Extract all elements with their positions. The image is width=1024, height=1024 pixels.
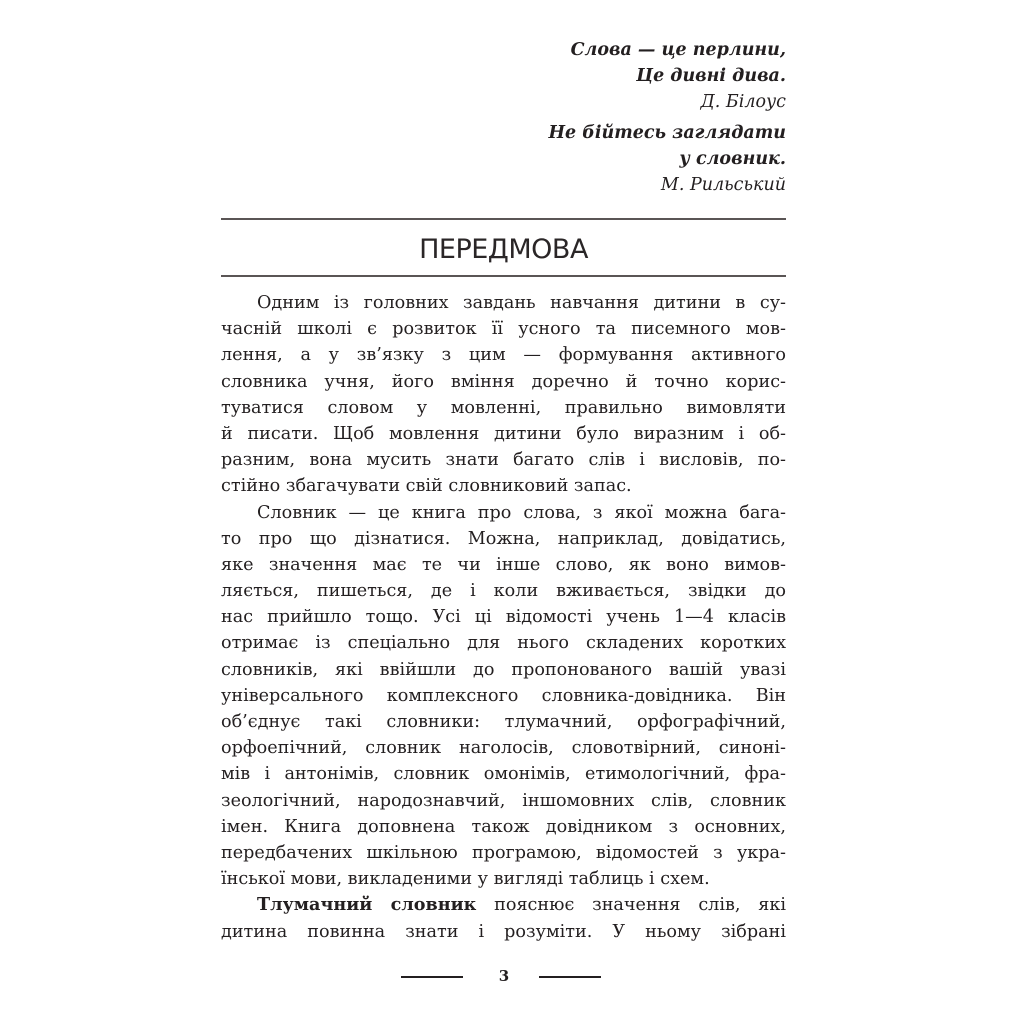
paragraph-3 — [221, 892, 786, 944]
text-line: стійно збагачувати свій словниковий запас. — [221, 476, 632, 497]
epigraph-verse — [366, 37, 786, 89]
text-line: словника учня, його вміння доречно й точно корис- — [221, 371, 786, 392]
text-line: словників, які ввійшли до пропонованого вашій увазі — [221, 659, 786, 680]
epigraph-rylsky — [366, 120, 786, 198]
text-line: то про що дізнатися. Можна, наприклад, довідатись, — [221, 528, 786, 549]
paragraph-1 — [221, 290, 786, 500]
paragraph-2 — [221, 500, 786, 893]
text-line: ляється, пишеться, де і коли вживається, звідки до — [221, 581, 786, 602]
epigraph-author: М. Рильський — [660, 175, 786, 195]
text-line: передбачених шкільною програмою, відомостей з укра- — [221, 842, 786, 863]
epigraph-bilous — [366, 37, 786, 115]
footer-rule-left — [401, 976, 463, 978]
page-title: ПЕРЕДМОВА — [419, 234, 588, 265]
text-line: лення, а у зв’язку з цим — формування активного — [221, 345, 786, 366]
epigraph-line: у словник. — [679, 149, 786, 169]
epigraph-author: Д. Білоус — [700, 92, 786, 112]
text-line: Одним із головних завдань навчання дитини в су- — [257, 293, 786, 313]
text-line: мів і антонімів, словник омонімів, етимологічний, фра- — [221, 764, 786, 785]
epigraph-verse — [366, 120, 786, 172]
text-line: дитина повинна знати і розуміти. У ньому зібрані — [221, 921, 786, 942]
epigraph-line: Слова — це перлини, — [570, 40, 786, 60]
text-line: часній школі є розвиток її усного та писемного мов- — [221, 319, 786, 340]
epigraph-line: Не бійтесь заглядати — [548, 123, 786, 143]
text-line: імен. Книга доповнена також довідником з основних, — [221, 816, 786, 837]
text-line: разним, вона мусить знати багато слів і висловів, по- — [221, 450, 786, 471]
text-line: їнської мови, викладеними у вигляді таблиць і схем. — [221, 869, 710, 890]
text-line: зеологічний, народознавчий, іншомовних слів, словник — [221, 790, 786, 811]
text-line: отримає із спеціально для нього складених коротких — [221, 633, 786, 654]
text-line: нас прийшло тощо. Усі ці відомості учень 1—4 класів — [221, 607, 786, 628]
text-line: об’єднує такі словники: тлумачний, орфографічний, — [221, 712, 786, 732]
text-line: орфоепічний, словник наголосів, словотвірний, синоні- — [221, 738, 786, 759]
title-rule-bottom — [221, 275, 786, 277]
text-line: універсального комплексного словника-довідника. Він — [221, 685, 786, 706]
bold-term: Тлумачний словник — [257, 894, 477, 916]
text-line — [221, 892, 786, 918]
epigraph-line: Це дивні дива. — [636, 66, 786, 86]
text-fragment: пояснює значення слів, які — [476, 895, 786, 916]
footer-rule-right — [539, 976, 601, 978]
text-line: туватися словом у мовленні, правильно вимовляти — [221, 397, 786, 418]
page-number: 3 — [498, 967, 510, 985]
preface-body — [221, 290, 786, 945]
text-line: яке значення має те чи інше слово, як воно вимов- — [221, 554, 786, 575]
page-footer — [221, 962, 786, 992]
title-rule-top — [221, 218, 786, 220]
text-line: й писати. Щоб мовлення дитини було виразним і об- — [221, 423, 786, 444]
text-line: Словник — це книга про слова, з якої можна бага- — [257, 502, 786, 523]
